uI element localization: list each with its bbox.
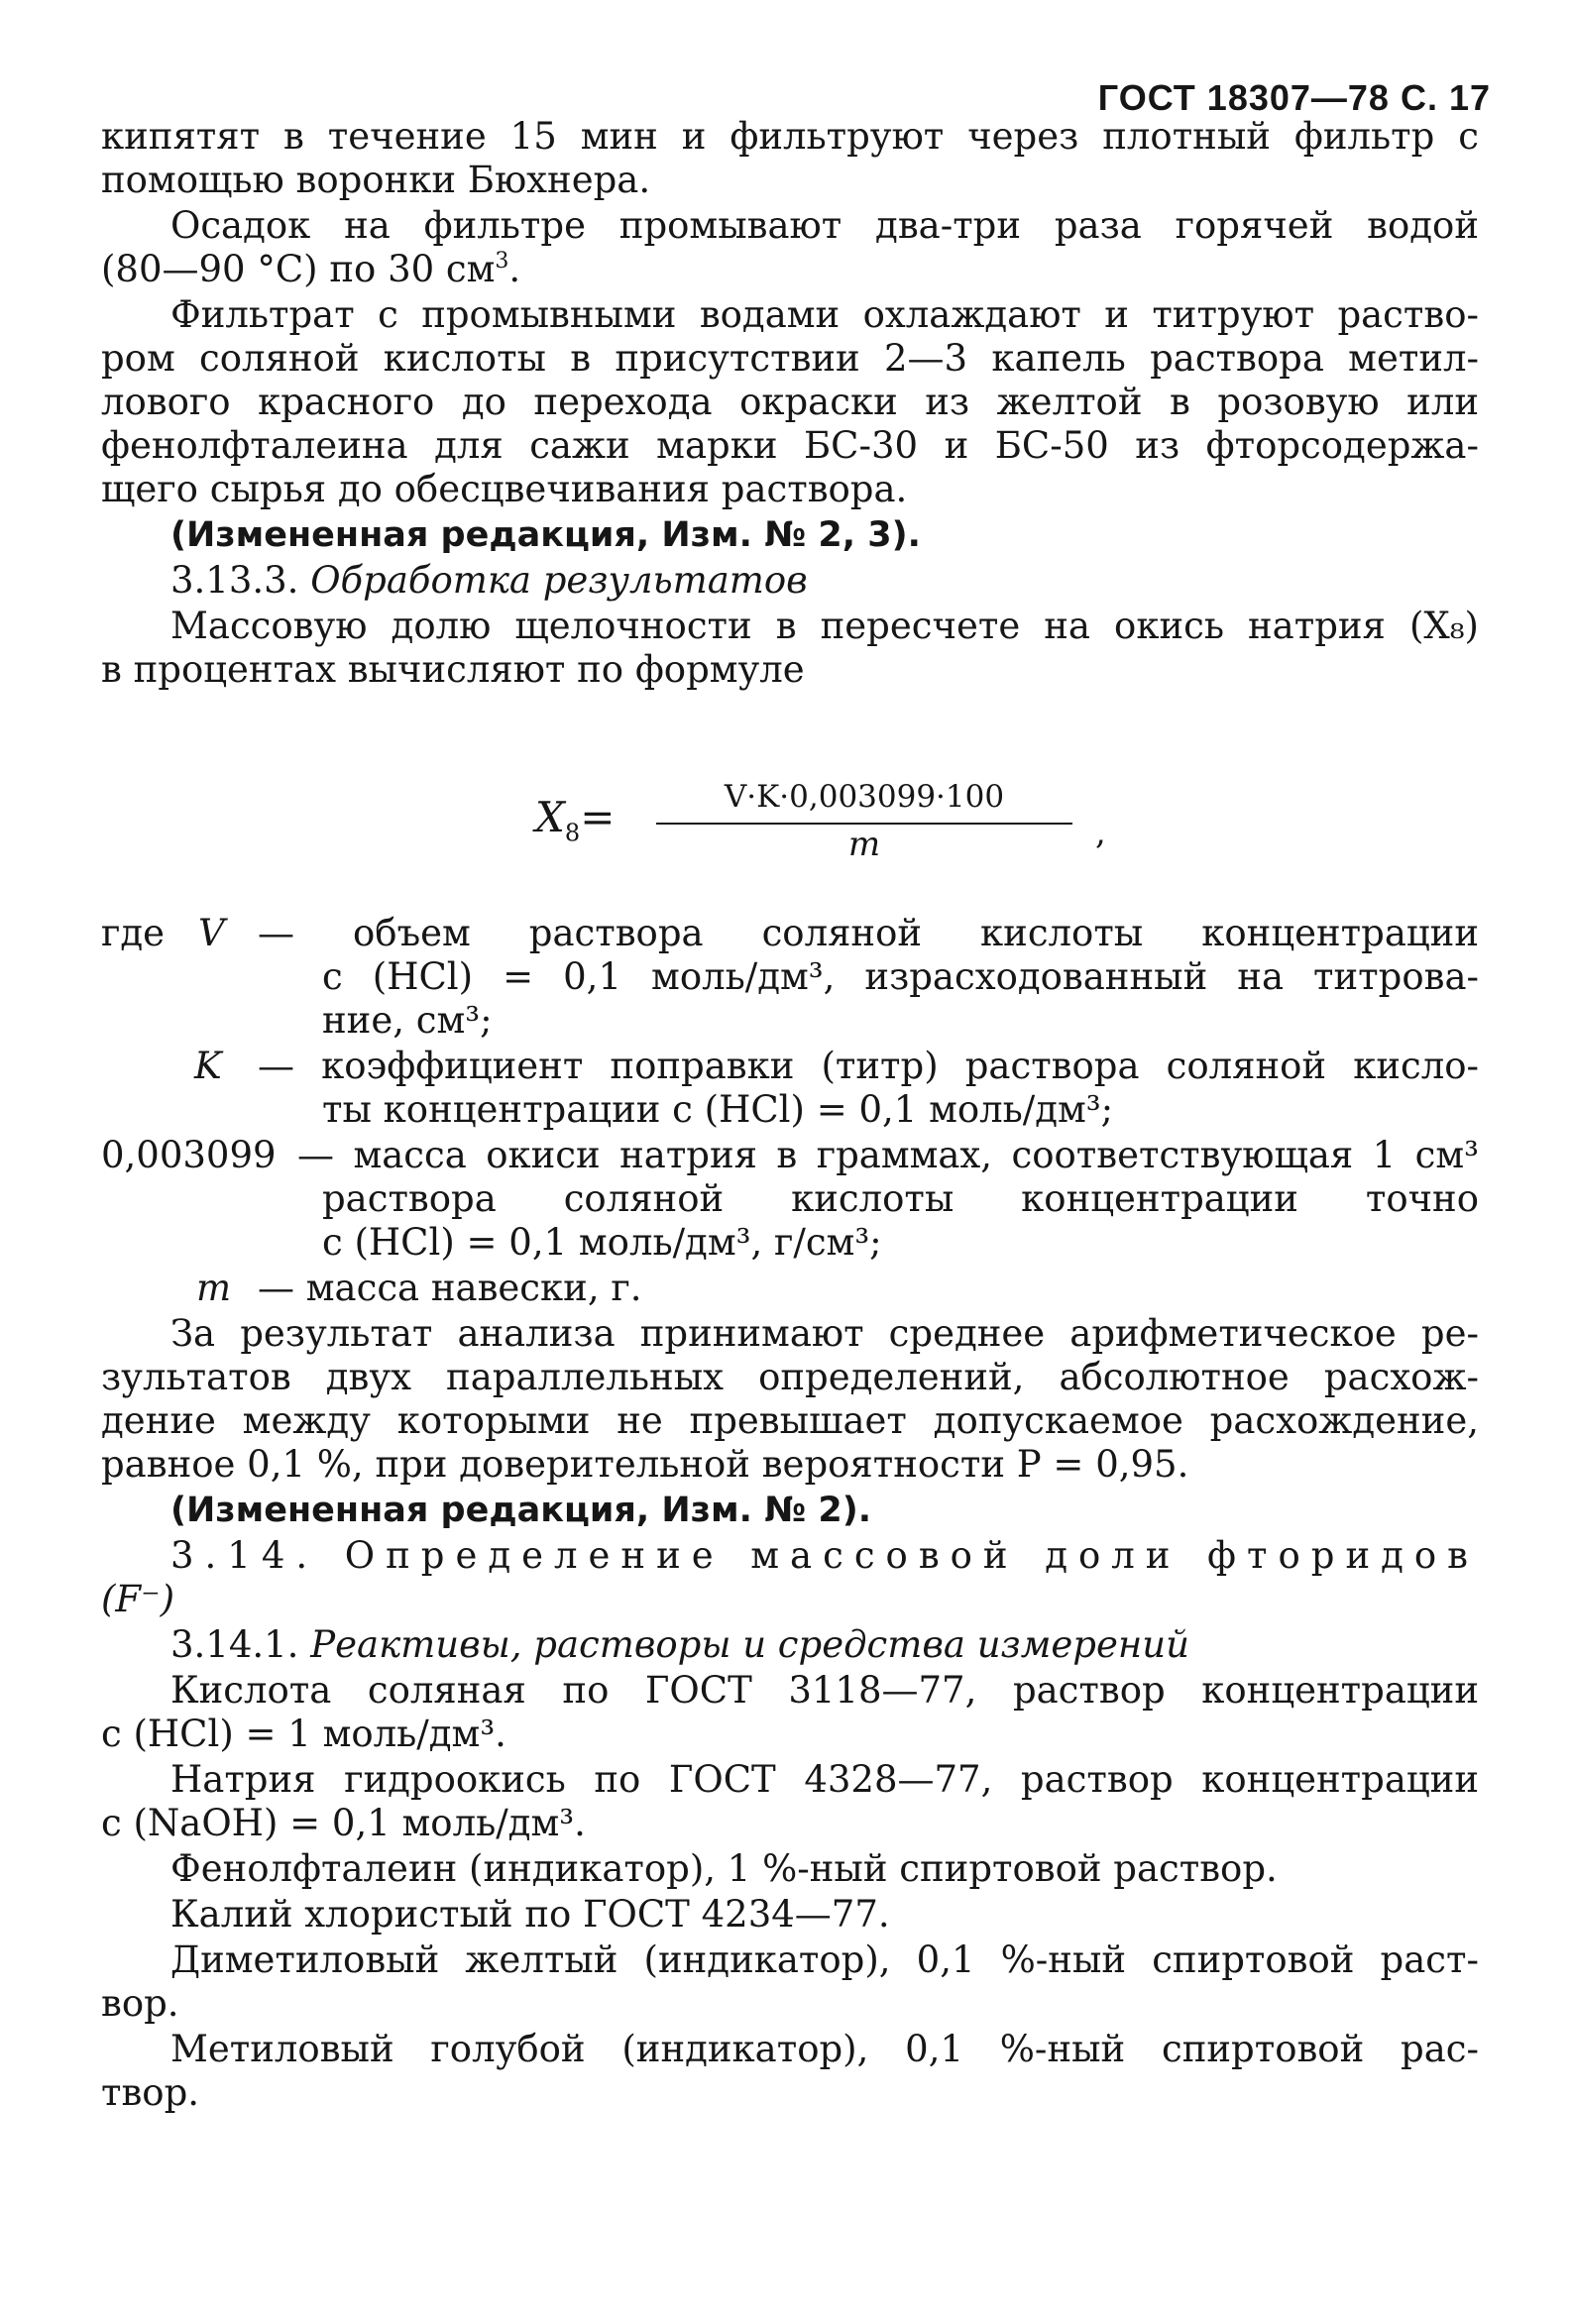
definition-line: ты концентрации с (HCl) = 0,1 моль/дм³;: [322, 1088, 1114, 1131]
formula-lhs: [535, 793, 615, 846]
formula-var: X: [535, 793, 565, 841]
formula-comma: ,: [1095, 813, 1106, 852]
revision-note: (Измененная редакция, Изм. № 2, 3).: [170, 515, 921, 555]
definition-line: с (HCl) = 0,1 моль/дм³, израсходованный на титрова-: [322, 955, 1479, 998]
subsection-heading: [170, 1623, 1548, 1667]
reagent-line: вор.: [101, 1982, 179, 2025]
text-line: зультатов двух параллельных определений, абсолютное расхож-: [101, 1356, 1479, 1398]
text-line: [101, 248, 1479, 291]
reagent-line: твор.: [101, 2071, 200, 2114]
where-symbol-v: V: [198, 912, 225, 954]
definition-line: с (HCl) = 0,1 моль/дм³, г/см³;: [322, 1221, 882, 1264]
superscript: 3: [495, 249, 509, 274]
section-heading-cont: (F⁻): [101, 1578, 175, 1620]
text-line: ром соляной кислоты в присутствии 2—3 капель раствора метил-: [101, 337, 1479, 380]
text-line: Фильтрат с промывными водами охлаждают и титруют раство-: [170, 293, 1479, 336]
revision-note: (Измененная редакция, Изм. № 2).: [170, 1491, 872, 1530]
where-symbol-k: K: [194, 1045, 222, 1087]
formula-numerator: V·K·0,003099·100: [724, 779, 1005, 815]
definition-line: — масса навески, г.: [258, 1267, 642, 1309]
definition-line: — коэффициент поправки (титр) раствора соляной кисло-: [258, 1045, 1479, 1087]
reagent-line: Метиловый голубой (индикатор), 0,1 %-ный спиртовой рас-: [170, 2028, 1479, 2070]
section-heading: [170, 559, 1548, 603]
text-line: лового красного до перехода окраски из желтой в розовую или: [101, 381, 1479, 423]
formula-denominator: m: [847, 825, 881, 864]
text-line: равное 0,1 %, при доверительной вероятности Р = 0,95.: [101, 1443, 1189, 1486]
reagent-line: Натрия гидроокись по ГОСТ 4328—77, раствор концентрации: [170, 1758, 1479, 1801]
subsection-title: Реактивы, растворы и средства измерений: [310, 1623, 1189, 1666]
text-line: щего сырья до обесцвечивания раствора.: [101, 468, 908, 510]
text-line: в процентах вычисляют по формуле: [101, 648, 805, 691]
text-line: Массовую долю щелочности в пересчете на окись натрия (X₈): [170, 605, 1479, 647]
reagent-line: с (HCl) = 1 моль/дм³.: [101, 1713, 506, 1755]
text-line: фенолфталеина для сажи марки БС-30 и БС-50 из фторсодержа-: [101, 424, 1479, 467]
reagent-line: с (NaOH) = 0,1 моль/дм³.: [101, 1802, 586, 1844]
reagent-line: Диметиловый желтый (индикатор), 0,1 %-ный спиртовой раст-: [170, 1938, 1479, 1981]
subsection-number: 3.14.1.: [170, 1623, 299, 1666]
page-header: ГОСТ 18307—78 С. 17: [1097, 77, 1491, 118]
section-title: Обработка результатов: [310, 559, 808, 602]
where-word: где: [101, 912, 166, 954]
text-fragment: .: [508, 248, 521, 290]
reagent-line: Калий хлористый по ГОСТ 4234—77.: [170, 1893, 890, 1936]
formula-equals: =: [580, 793, 616, 841]
section-number: 3.13.3.: [170, 559, 299, 602]
text-line: помощью воронки Бюхнера.: [101, 159, 651, 201]
text-line: кипятят в течение 15 мин и фильтруют через плотный фильтр с: [101, 115, 1479, 158]
reagent-line: Кислота соляная по ГОСТ 3118—77, раствор концентрации: [170, 1669, 1479, 1712]
formula: [535, 773, 1130, 882]
where-symbol-number: 0,003099: [101, 1134, 277, 1176]
section-heading: 3.14. Определение массовой доли фторидов: [170, 1534, 1479, 1577]
definition-line: — масса окиси натрия в граммах, соответствующая 1 см³: [297, 1134, 1479, 1176]
definition-line: — объем раствора соляной кислоты концентрации: [258, 912, 1479, 954]
definition-line: раствора соляной кислоты концентрации точно: [322, 1177, 1479, 1220]
text-line: дение между которыми не превышает допускаемое расхождение,: [101, 1399, 1479, 1442]
text-line: За результат анализа принимают среднее арифметическое ре-: [170, 1312, 1479, 1355]
reagent-line: Фенолфталеин (индикатор), 1 %-ный спиртовой раствор.: [170, 1847, 1278, 1890]
text-fragment: (80—90 °С) по 30 см: [101, 248, 496, 290]
text-line: Осадок на фильтре промывают два-три раза горячей водой: [170, 204, 1479, 247]
definition-line: ние, см³;: [322, 999, 493, 1042]
formula-subscript: 8: [564, 819, 581, 847]
where-symbol-m: m: [196, 1267, 232, 1309]
